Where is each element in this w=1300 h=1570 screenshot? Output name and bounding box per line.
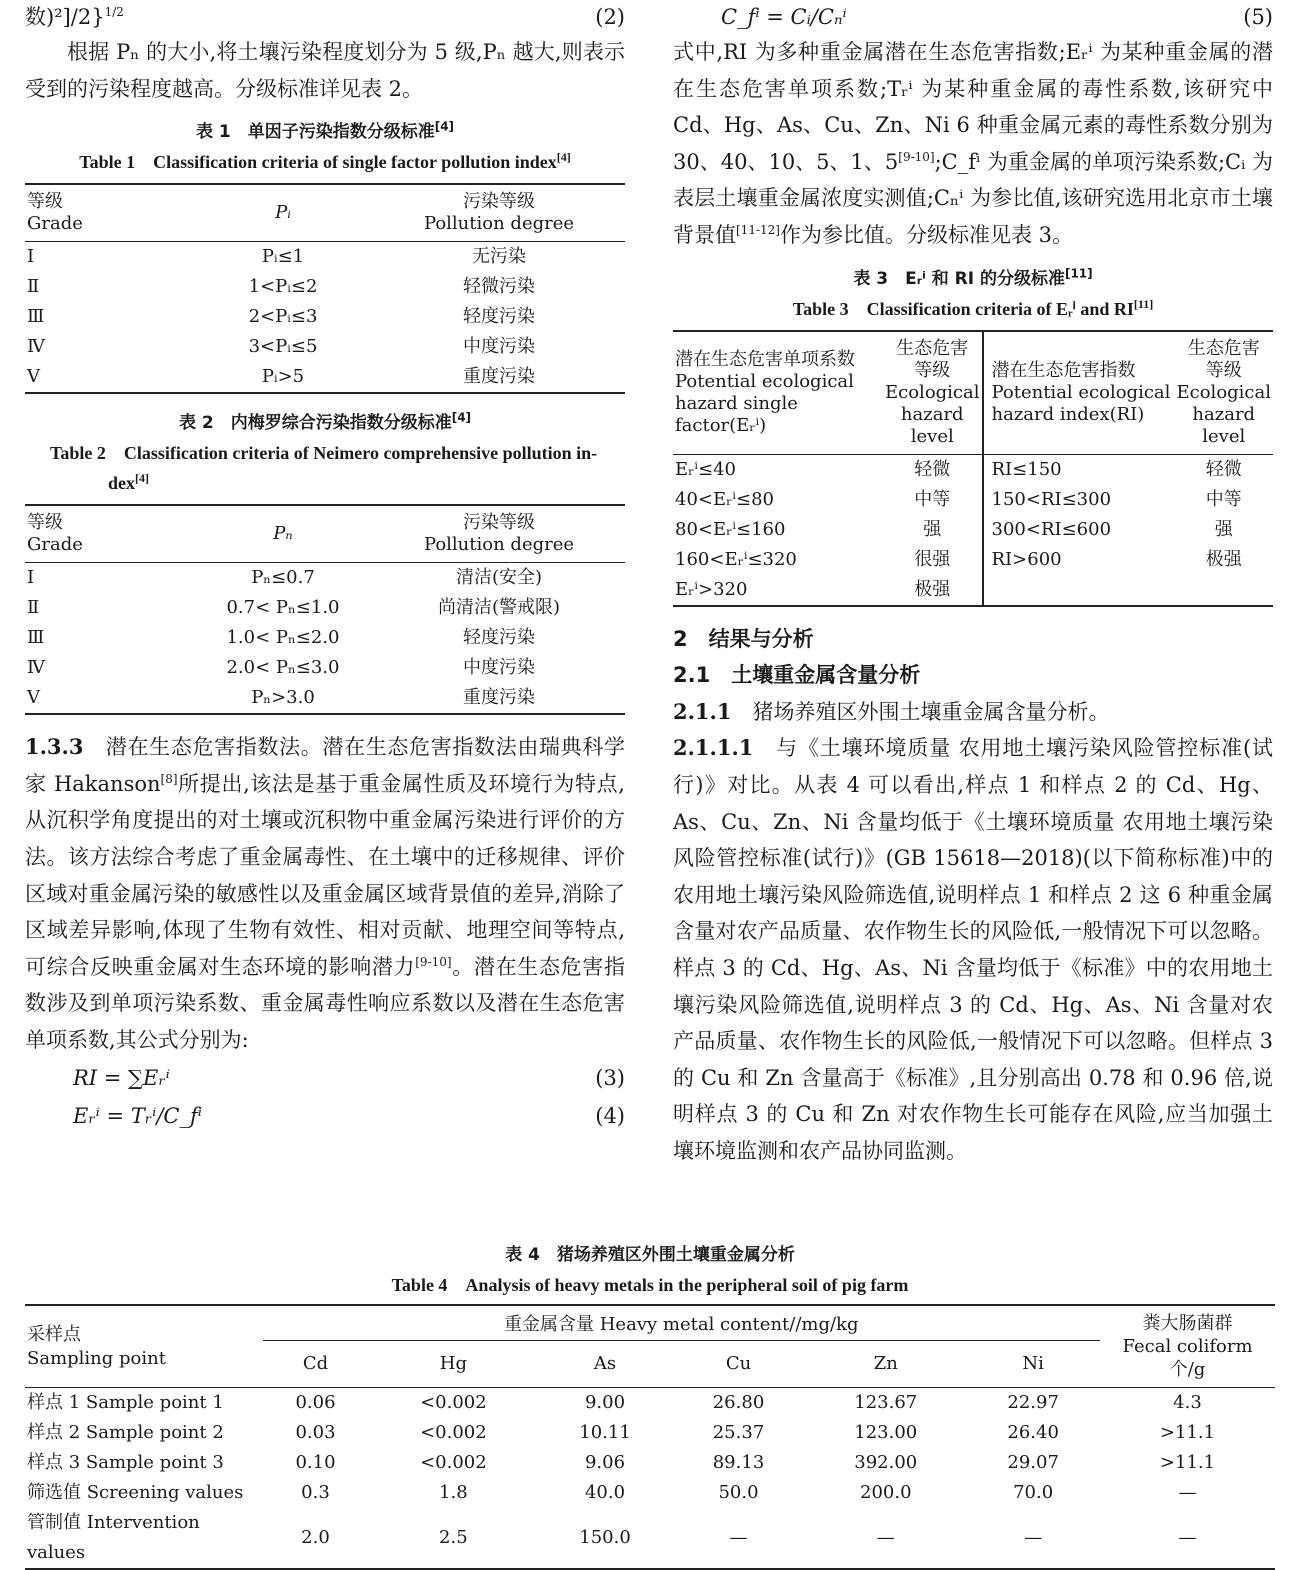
table-row: 筛选值 Screening values 0.3 1.8 40.0 50.0 200.0 70.0 — [27,1482,1197,1503]
table3-header-level-1: 生态危害 等级 Ecological hazard level [883,331,983,455]
table4-header-sampling: 采样点 Sampling point [25,1305,263,1388]
table-row: Eᵣⁱ>320 极强 [673,575,1273,606]
table2-header-pn: Pₙ [193,505,373,563]
table-row: 160<Eᵣⁱ≤320 很强 RI>600 极强 [673,545,1273,575]
equation-number: (2) [595,5,625,29]
section-2-1-heading: 2.1 土壤重金属含量分析 [673,663,921,688]
table4-header-hg: Hg [368,1341,538,1388]
table-row: Eᵣⁱ≤40 轻微 RI≤150 轻微 [673,454,1273,485]
table4-header-fecal: 粪大肠菌群 Fecal coliform 个/g [1100,1305,1275,1388]
table-row: 40<Eᵣⁱ≤80 中等 150<RI≤300 中等 [673,485,1273,515]
paragraph-pn-grading: 根据 Pₙ 的大小,将土壤污染程度划分为 5 级,Pₙ 越大,则表示受到的污染程度越高。分级标准详见表 2。 [25,40,625,101]
table3-caption-en: Table 3 Classification criteria of Eᵣⁱ and RI[11] [792,296,1154,319]
table4-header-cd: Cd [263,1341,369,1388]
table4-caption-en: Table 4 Analysis of heavy metals in the peripheral soil of pig farm [391,1275,909,1295]
table4-header-zn: Zn [805,1341,966,1388]
table3 [673,330,1273,607]
paragraph-definitions: 式中,RI 为多种重金属潜在生态危害指数;Eᵣⁱ 为某种重金属的潜在生态危害单项系数;Tᵣⁱ 为某种重金属的毒性系数,该研究中 Cd、Hg、As、Cu、Zn、Ni 6 种重金属元素的毒性系数分别为 30、40、10、5、1、5[9-10];C_fⁱ 为重金属的单项污染系数;Cᵢ 为表层土壤重金属浓度实测值;Cₙⁱ 为参比值,该研究选用北京市土壤背景值[11-12]作为参比值。分级标准见表 3。 [673,40,1274,247]
table4 [25,1304,1275,1570]
table-row: Ⅲ 2<Pᵢ≤3 轻度污染 [27,306,535,328]
table-row: Ⅰ Pᵢ≤1 无污染 [27,246,526,268]
table2-caption-en: Table 2 Classification criteria of Neimero comprehensive pollution in- [50,443,598,464]
section-2-1-1-1: 2.1.1.1 与《土壤环境质量 农用地土壤污染风险管控标准(试行)》对比。从表 4 可以看出,样点 1 和样点 2 的 Cd、Hg、As、Cu、Zn、Ni 含量均低于《土壤环境质量 农用地土壤污染风险管控标准(试行)》(GB 15618—2018)(以下简称标准)中的农用地土壤污染风险筛选值,说明样点 1 和样点 2 这 6 种重金属含量对农产品质量、农作物生长的风险低,一般情况下可以忽略。样点 3 的 Cd、Hg、As、Ni 含量均低于《标准》中的农用地土壤污染风险筛选值,说明样点 3 的 Cd、Hg、As、Ni 含量对农产品质量、农作物生长的风险低,一般情况下可以忽略。但样点 3 的 Cu 和 Zn 含量高于《标准》,且分别高出 0.78 和 0.96 倍,说明样点 3 的 Cu 和 Zn 对农作物生长可能存在风险,应当加强土壤环境监测和农产品协同监测。 [673,735,1274,1163]
table-row: 80<Eᵣⁱ≤160 强 300<RI≤600 强 [673,515,1273,545]
table1-header-pi: Pᵢ [193,184,373,242]
table4-header-as: As [538,1341,671,1388]
table2 [25,504,625,715]
table-row: Ⅳ 2.0< Pₙ≤3.0 中度污染 [27,657,535,679]
left-column [25,0,625,1135]
table3-caption-cn: 表 3 Eᵣⁱ 和 RI 的分级标准[11] [853,265,1093,289]
equation-2: 数)²]/2}$^{1/2}$ (2) [25,0,625,34]
table1-header-grade: 等级 Grade [25,184,193,242]
table-row: 样点 1 Sample point 1 0.06 <0.002 9.00 26.80 123.67 22.97 4.3 [27,1392,1202,1413]
table4-block [25,1240,1275,1570]
equation-5: C_fⁱ = Cᵢ/Cₙⁱ (5) [721,5,1273,29]
table1-caption-en: Table 1 Classification criteria of single factor pollution index[4] [79,150,571,173]
table3-header-level-2: 生态危害 等级 Ecological hazard level [1175,331,1274,455]
table-row: Ⅴ Pₙ>3.0 重度污染 [27,687,535,709]
table4-header-group: 重金属含量 Heavy metal content//mg/kg [263,1305,1101,1341]
table-row: Ⅰ Pₙ≤0.7 清洁(安全) [27,567,543,589]
table-row: Ⅴ Pᵢ>5 重度污染 [27,366,535,388]
table2-header-degree: 污染等级 Pollution degree [373,505,625,563]
table4-caption-cn: 表 4 猪场养殖区外围土壤重金属分析 [505,1245,795,1265]
table3-header-single-factor: 潜在生态危害单项系数 Potential ecological hazard single factor(Eᵣⁱ) [673,331,883,455]
table-row: Ⅲ 1.0< Pₙ≤2.0 轻度污染 [27,627,535,649]
table2-caption-cn: 表 2 内梅罗综合污染指数分级标准[4] [178,410,472,434]
table1-caption-cn: 表 1 单因子污染指数分级标准[4] [195,119,455,143]
right-column [673,0,1273,1169]
table-row: Ⅱ 0.7< Pₙ≤1.0 尚清洁(警戒限) [27,597,561,619]
table4-header-cu: Cu [672,1341,805,1388]
table-row: 样点 2 Sample point 2 0.03 <0.002 10.11 25.37 123.00 26.40 >11.1 [27,1422,1216,1443]
table-row: Ⅳ 3<Pᵢ≤5 中度污染 [27,336,535,358]
table2-header-grade: 等级 Grade [25,505,193,563]
equation-4: Eᵣⁱ = Tᵣⁱ/C_fⁱ (4) [73,1103,625,1128]
table-row: 样点 3 Sample point 3 0.10 <0.002 9.06 89.13 392.00 29.07 >11.1 [27,1452,1216,1473]
table1-header-degree: 污染等级 Pollution degree [373,184,625,242]
table2-caption-en-cont: dex[4] [108,471,149,494]
section-2-1-1: 2.1.1 猪场养殖区外围土壤重金属含量分析。 [673,698,1110,724]
equation-3: RI = ∑Eᵣⁱ (3) [73,1065,625,1090]
table-row: 管制值 Intervention values 2.0 2.5 150.0 — — — — [27,1512,1197,1563]
table3-header-ri: 潜在生态危害指数 Potential ecological hazard index(RI) [983,331,1175,455]
table4-header-ni: Ni [966,1341,1100,1388]
table1 [25,183,625,394]
table-row: Ⅱ 1<Pᵢ≤2 轻微污染 [27,276,535,298]
section-1-3-3: 1.3.3 潜在生态危害指数法。潜在生态危害指数法由瑞典科学家 Hakanson[8]所提出,该法是基于重金属性质及环境行为特点,从沉积学角度提出的对土壤或沉积物中重金属污染进行评价的方法。该方法综合考虑了重金属毒性、在土壤中的迁移规律、评价区域对重金属污染的敏感性以及重金属区域背景值的差异,消除了区域差异影响,体现了生物有效性、相对贡献、地理空间等特点,可综合反映重金属对生态环境的影响潜力[9-10]。潜在生态危害指数涉及到单项污染系数、重金属毒性响应系数以及潜在生态危害单项系数,其公式分别为: [25,734,626,1052]
section-2-heading: 2 结果与分析 [673,626,814,651]
